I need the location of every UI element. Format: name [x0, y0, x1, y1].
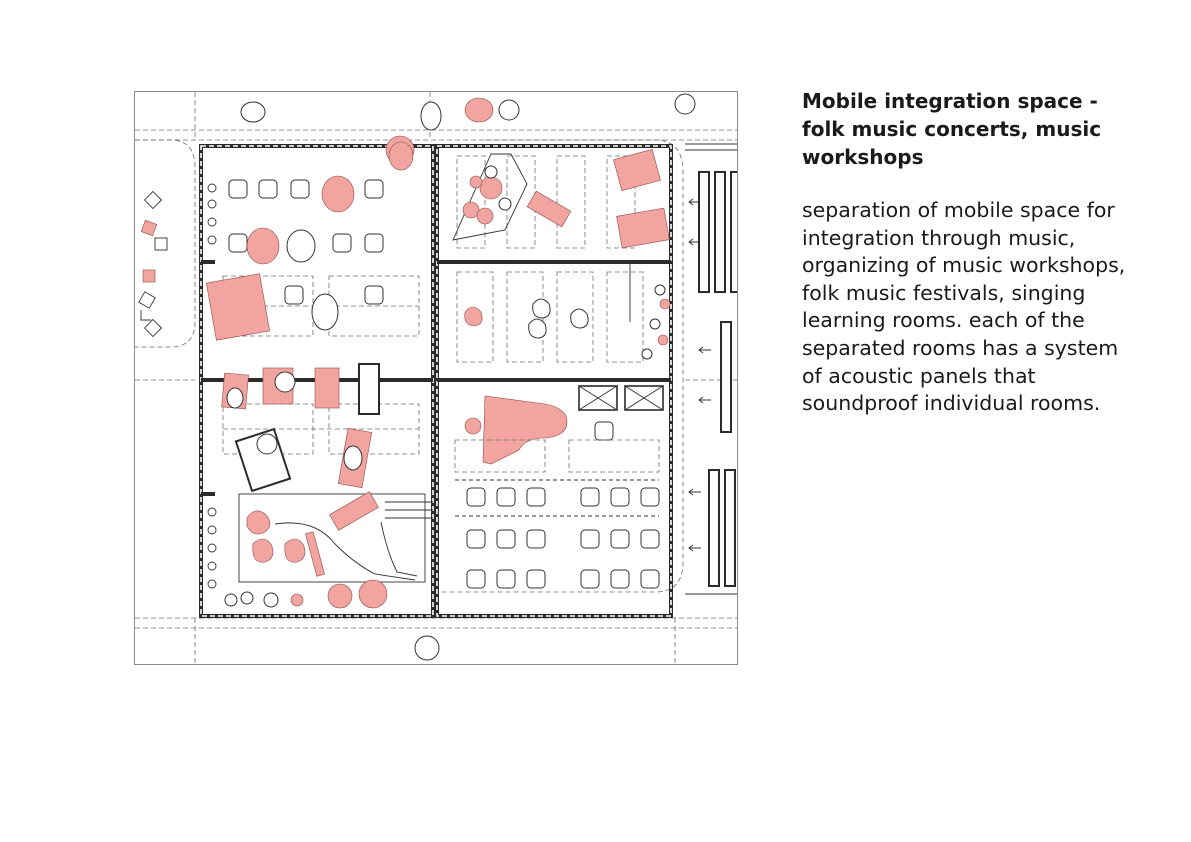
west-platform-outline — [135, 140, 195, 347]
room-middle-east-workshop — [457, 272, 670, 362]
floor-plan-drawing — [134, 91, 738, 665]
floor-plan-svg — [135, 92, 738, 665]
plan-description: separation of mobile space for integration through music, organizing of music workshops, folk music festivals, singing learning rooms. each of the separated rooms has a system of acoustic panels that soundproof individual rooms. — [802, 198, 1126, 416]
plan-heading: Mobile integration space - folk music concerts, music workshops — [802, 89, 1102, 169]
west-outdoor-stools — [139, 192, 167, 337]
bottom-visitors — [225, 580, 387, 608]
west-room-acoustic-chain — [208, 184, 216, 588]
west-room-stage — [239, 492, 433, 582]
grand-piano — [483, 396, 567, 464]
room-south-east-concert-hall — [455, 386, 663, 588]
east-acoustic-panel-stacks — [685, 144, 738, 594]
